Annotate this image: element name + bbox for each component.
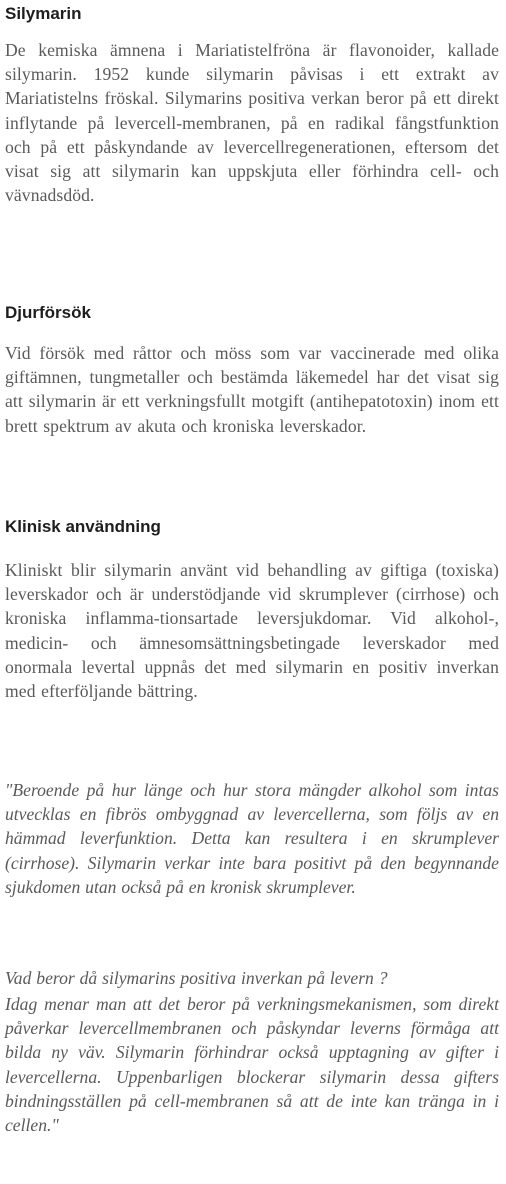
- section-heading-djurforsok: Djurförsök: [5, 303, 91, 322]
- paragraph-silymarin: De kemiska ämnena i Mariatistelfröna är flavonoider, kallade silymarin. 1952 kunde silymarin påvisas i ett extrakt av Mariatistelns fröskal. Silymarins positiva verkan beror på ett direkt inflytande på levercell-membranen, på en radikal fångstfunktion och på ett påskyndande av levercellregenerationen, eftersom det visat sig att silymarin kan uppskjuta eller förhindra cell- och vävnadsdöd.: [5, 40, 499, 206]
- quote-paragraph-verkningsmekanism: Idag menar man att det beror på verkningsmekanismen, som direkt påverkar levercellmembranen och påskyndar leverns förmåga att bilda ny väv. Silymarin förhindrar också upptagning av gifter i levercellerna. Uppenbarligen blockerar silymarin dessa gifters bindningsställen på cell-membranen så att de inte kan tränga in i cellen.": [5, 994, 499, 1136]
- quote-question: Vad beror då silymarins positiva inverkan på levern ?: [5, 968, 388, 988]
- paragraph-djurforsok: Vid försök med råttor och möss som var vaccinerade med olika giftämnen, tungmetaller och bestämda läkemedel har det visat sig att silymarin är ett verkningsfullt motgift (antihepatotoxin) inom ett brett spektrum av akuta och kroniska leverskador.: [5, 343, 499, 436]
- section-heading-klinisk-anvandning: Klinisk användning: [5, 517, 161, 536]
- section-heading-silymarin: Silymarin: [5, 4, 82, 23]
- paragraph-klinisk-anvandning: Kliniskt blir silymarin använt vid behandling av giftiga (toxiska) leverskador och är understödjande vid skrumplever (cirrhose) och kroniska inflamma-tionsartade leversjukdomar. Vid alkohol-, medicin- och ämnesomsättningsbetingade leverskador med onormala levertal uppnås det med silymarin en positiv inverkan med efterföljande bättring.: [5, 560, 499, 702]
- quote-paragraph-alkohol: "Beroende på hur länge och hur stora mängder alkohol som intas utvecklas en fibrös ombyggnad av levercellerna, som följs av en hämmad leverfunktion. Detta kan resultera i en skrumplever (cirrhose). Silymarin verkar inte bara positivt på den begynnande sjukdomen utan också på en kronisk skrumplever.: [5, 780, 499, 897]
